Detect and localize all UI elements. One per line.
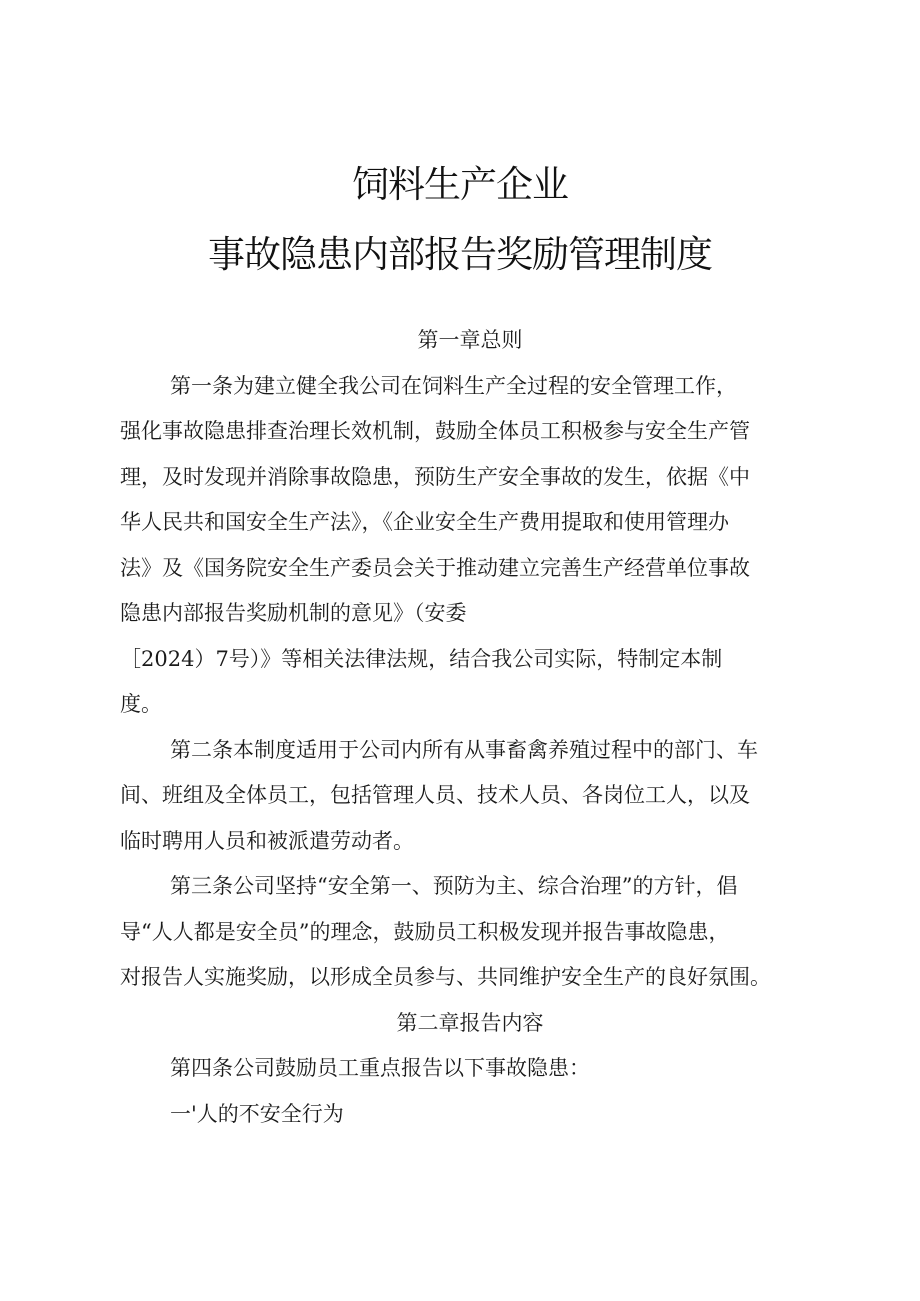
article-3-line: 导“人人都是安全员”的理念，鼓励员工积极发现并报告事故隐患，: [120, 919, 730, 944]
title-line-2: 事故隐患内部报告奖励管理制度: [208, 233, 712, 276]
article-2-line: 临时聘用人员和被派遣劳动者。: [120, 828, 414, 853]
article-1-line: 强化事故隐患排查治理长效机制，鼓励全体员工积极参与安全生产管: [120, 419, 750, 443]
article-1-line: 度。: [120, 692, 162, 716]
article-1-line: 理，及时发现并消除事故隐患，预防生产安全事故的发生，依据《中: [120, 464, 750, 489]
article-1-line: 华人民共和国安全生产法》，《企业安全生产费用提取和使用管理办: [120, 510, 729, 534]
article-2-line: 间、班组及全体员工，包括管理人员、技术人员、各岗位工人，以及: [120, 783, 750, 807]
article-2-line: 第二条本制度适用于公司内所有从事畜禽养殖过程中的部门、车: [170, 737, 758, 762]
title-line-1: 饲料生产企业: [352, 163, 568, 206]
article-1-line: 第一条为建立健全我公司在饲料生产全过程的安全管理工作，: [170, 373, 737, 398]
article-4: 第四条公司鼓励员工重点报告以下事故隐患：: [170, 1056, 590, 1080]
list-item: 一'人的不安全行为: [170, 1101, 344, 1126]
article-1-line: 法》及《国务院安全生产委员会关于推动建立完善生产经营单位事故: [120, 555, 750, 580]
article-3: [120, 864, 820, 1001]
article-1-line: 隐患内部报告奖励机制的意见》（安委: [120, 601, 467, 625]
article-1: [120, 364, 820, 728]
document-title: [0, 150, 920, 290]
chapter-2-heading: 第二章报告内容: [396, 1010, 544, 1035]
article-3-line: 第三条公司坚持“安全第一、预防为主、综合治理”的方针，倡: [170, 874, 738, 898]
article-3-line: 对报告人实施奖励，以形成全员参与、共同维护安全生产的良好氛围。: [120, 965, 771, 989]
article-2: [120, 728, 820, 865]
document-body: [120, 318, 820, 1137]
article-1-line: ［2024）7号）》等相关法律法规，结合我公司实际，特制定本制: [120, 646, 723, 671]
chapter-1-heading: 第一章总则: [417, 328, 523, 352]
